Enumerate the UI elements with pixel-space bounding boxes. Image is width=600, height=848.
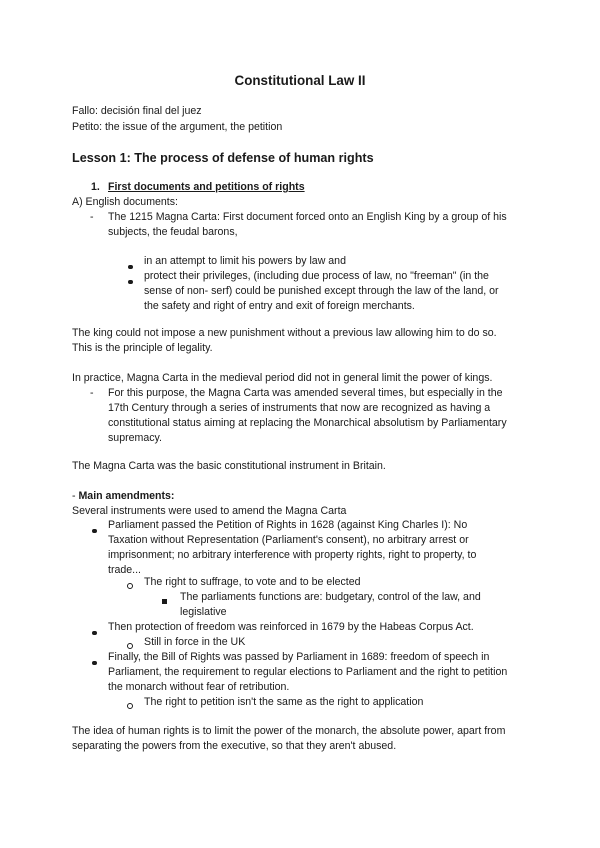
bill-line: Finally, the Bill of Rights was passed by Parliament in 1689: freedom of speech in bbox=[108, 651, 490, 663]
functions-line: legislative bbox=[180, 606, 227, 618]
amendments-intro: Several instruments were used to amend the Magna Carta bbox=[72, 505, 347, 517]
habeas-bullet: Then protection of freedom was reinforced in 1679 by the Habeas Corpus Act. bbox=[108, 621, 474, 633]
amendments-heading bbox=[72, 489, 532, 504]
bill-line: Parliament, the requirement to regular elections to Parliament and the right to petition bbox=[108, 666, 508, 678]
bullet-dot bbox=[128, 259, 133, 274]
practice-item bbox=[108, 386, 548, 446]
bullet-dot bbox=[92, 523, 97, 538]
amendments-prefix: - bbox=[72, 490, 79, 502]
petition-bullet bbox=[108, 518, 548, 578]
practice-line: supremacy. bbox=[108, 432, 162, 444]
section-number bbox=[91, 180, 100, 195]
magna-bullet-2 bbox=[144, 269, 544, 314]
legality-line: This is the principle of legality. bbox=[72, 342, 213, 354]
magna-bullet-2-line: the safety and right of entry and exit of foreign merchants. bbox=[144, 300, 415, 312]
petition-line: trade... bbox=[108, 564, 141, 576]
bullet-dot bbox=[92, 655, 97, 670]
functions-line: The parliaments functions are: budgetary, control of the law, and bbox=[180, 591, 481, 603]
magna-carta-line: The 1215 Magna Carta: First document forced onto an English King by a group of his bbox=[108, 211, 507, 223]
definition-petito: Petito: the issue of the argument, the petition bbox=[72, 121, 283, 133]
magna-bullet-2-line: protect their privileges, (including due process of law, no "freeman" (in the bbox=[144, 270, 489, 282]
practice-line: constitutional status aiming at replacing the Monarchical absolutism by Parliamentary bbox=[108, 417, 507, 429]
magna-bullet-2-line: sense of non- serf) could be punished except through the law of the land, or bbox=[144, 285, 499, 297]
magna-carta-line: subjects, the feudal barons, bbox=[108, 226, 238, 238]
bullet-dot bbox=[92, 625, 97, 640]
dash-marker: - bbox=[90, 387, 94, 399]
petition-line: Taxation without Representation (Parliament's consent), no arbitrary arrest or bbox=[108, 534, 469, 546]
suffrage-item: The right to suffrage, to vote and to be elected bbox=[144, 576, 361, 588]
document-title: Constitutional Law II bbox=[234, 73, 366, 88]
section-number-text: 1. bbox=[91, 181, 100, 193]
sub-bullet-ring bbox=[127, 579, 133, 594]
practice-line: 17th Century through a series of instruments that now are recognized as having a bbox=[108, 402, 491, 414]
practice-paragraph: In practice, Magna Carta in the medieval period did not in general limit the power of kings. bbox=[72, 372, 493, 384]
legality-paragraph bbox=[72, 326, 532, 356]
lesson-heading: Lesson 1: The process of defense of human rights bbox=[72, 151, 374, 165]
closing-line: separating the powers from the executive, so that they aren't abused. bbox=[72, 740, 397, 752]
definition-fallo: Fallo: decisión final del juez bbox=[72, 105, 202, 117]
bill-line: the monarch without fear of retribution. bbox=[108, 681, 290, 693]
closing-paragraph bbox=[72, 724, 542, 754]
sub-bullet-ring bbox=[127, 699, 133, 714]
parliament-functions bbox=[180, 590, 540, 620]
english-docs-label: A) English documents: bbox=[72, 196, 178, 208]
dash-marker: - bbox=[90, 211, 94, 223]
petition-sub: The right to petition isn't the same as the right to application bbox=[144, 696, 424, 708]
legality-line: The king could not impose a new punishment without a previous law allowing him to do so. bbox=[72, 327, 497, 339]
basic-instrument-paragraph: The Magna Carta was the basic constitutional instrument in Britain. bbox=[72, 460, 386, 472]
magna-carta-item bbox=[108, 210, 548, 240]
closing-line: The idea of human rights is to limit the power of the monarch, the absolute power, apart from bbox=[72, 725, 506, 737]
magna-bullet-1: in an attempt to limit his powers by law and bbox=[144, 255, 346, 267]
amendments-title: Main amendments: bbox=[78, 490, 175, 502]
practice-line: For this purpose, the Magna Carta was amended several times, but especially in the bbox=[108, 387, 503, 399]
petition-line: Parliament passed the Petition of Rights in 1628 (against King Charles I): No bbox=[108, 519, 468, 531]
sub-sub-bullet-square bbox=[162, 594, 167, 609]
bullet-dot bbox=[128, 274, 133, 289]
habeas-sub: Still in force in the UK bbox=[144, 636, 246, 648]
petition-line: imprisonment; no arbitrary interference with property rights, right to property, to bbox=[108, 549, 477, 561]
section-heading: First documents and petitions of rights bbox=[108, 181, 305, 193]
bill-bullet bbox=[108, 650, 553, 695]
